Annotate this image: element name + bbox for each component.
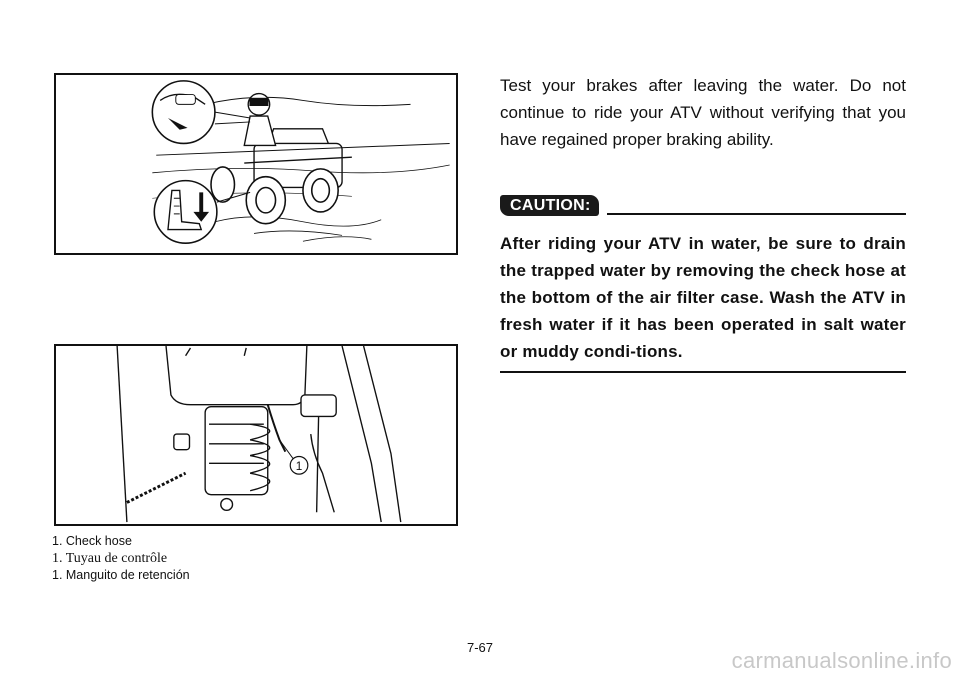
check-hose-illustration xyxy=(54,344,458,526)
callout-number: 1 xyxy=(295,460,303,474)
caption-spanish: 1. Manguito de retención xyxy=(52,568,190,582)
intro-paragraph: Test your brakes after leaving the water. Do not continue to ride your ATV without verifying that you have regained proper braking ability. xyxy=(500,76,906,149)
text-column xyxy=(500,72,906,373)
figure-captions xyxy=(52,533,452,584)
check-hose-drawing xyxy=(56,346,456,524)
caution-end-rule xyxy=(500,371,906,373)
caution-header xyxy=(500,195,906,216)
callout-marker xyxy=(279,440,307,474)
boot-brake-icon xyxy=(154,181,250,244)
caution-rule xyxy=(607,213,906,215)
caption-english: 1. Check hose xyxy=(52,534,132,548)
page-number: 7-67 xyxy=(466,640,494,655)
thumb-brake-icon xyxy=(152,81,250,144)
watermark: carmanualsonline.info xyxy=(731,648,952,673)
atv-water-illustration xyxy=(54,73,458,255)
caution-label: CAUTION: xyxy=(500,195,599,216)
caption-french: 1. Tuyau de contrôle xyxy=(52,551,168,566)
caution-body: After riding your ATV in water, be sure to drain the trapped water by removing the check hose at the bottom of the air filter case. Wash the ATV in fresh water if it has been operated in salt water or muddy condi-tions. xyxy=(500,234,906,361)
atv-water-drawing xyxy=(56,75,456,253)
